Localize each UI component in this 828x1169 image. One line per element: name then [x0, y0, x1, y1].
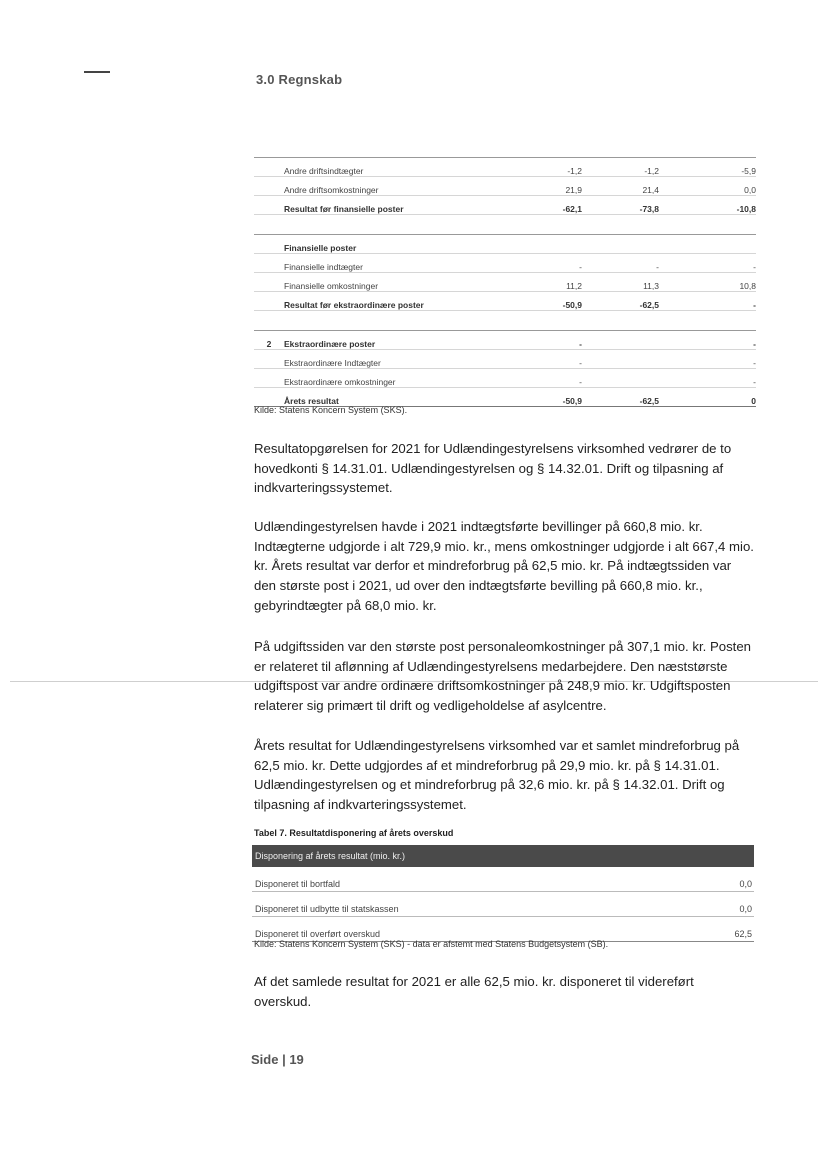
note-cell [254, 292, 284, 311]
header-rule [84, 71, 110, 73]
row-label: Resultat før ekstraordinære poster [284, 292, 489, 311]
paragraph-intro: Resultatopgørelsen for 2021 for Udlændingestyrelsens virksomhed vedrører de to hovedkonti § 14.31.01. Udlændingestyrelsen og § 14.32.01. Drift og tilpasning af indkvarteringssystemet. [254, 441, 732, 496]
disposition-table [252, 845, 754, 942]
table-header-row [252, 845, 754, 867]
row-label: Disponeret til overført overskud [252, 917, 669, 942]
row-label: Ekstraordinære Indtægter [284, 350, 489, 369]
value-cell: - [489, 254, 604, 273]
spacer-row [254, 311, 756, 331]
paragraph-income: Udlændingestyrelsen havde i 2021 indtægtsførte bevillinger på 660,8 mio. kr. Indtægterne udgjorde i alt 729,9 mio. kr., mens omkostninger udgjorde i alt 667,4 mio. kr. Årets resultat var derfor et mindreforbrug på 62,5 mio. kr. På indtægtssiden var den største post i 2021, ud over den indtægtsførte bevilling på 660,8 mio. kr., gebyrindtægter på 68,0 mio. kr. [254, 519, 754, 613]
value-cell: 0 [681, 388, 756, 407]
income-statement-table [254, 157, 756, 407]
paragraph-result: Årets resultat for Udlændingestyrelsens virksomhed var et samlet mindreforbrug på 62,5 mio. kr. Dette udgjordes af et mindreforbrug på 29,9 mio. kr. på § 14.31.01. Udlændingestyrelsen og et mindreforbrug på 32,6 mio. kr. på § 14.32.01. Drift og tilpasning af indkvarteringssystemet. [254, 738, 740, 813]
value-cell: - [489, 369, 604, 388]
value-cell: - [489, 331, 604, 350]
value-cell: 62,5 [669, 917, 754, 942]
row-label: Andre driftsomkostninger [284, 177, 489, 196]
value-cell: 0,0 [669, 892, 754, 917]
spacer-row [254, 215, 756, 235]
note-cell [254, 369, 284, 388]
row-label: Finansielle poster [284, 235, 489, 254]
row-label: Årets resultat [284, 388, 489, 407]
value-cell: -62,5 [604, 292, 681, 311]
note-cell [254, 235, 284, 254]
value-cell: - [681, 350, 756, 369]
note-cell [254, 177, 284, 196]
value-cell [489, 235, 604, 254]
row-label: Finansielle indtægter [284, 254, 489, 273]
value-cell: -5,9 [681, 158, 756, 177]
table-caption: Tabel 7. Resultatdisponering af årets overskud [254, 828, 454, 838]
value-cell: 21,9 [489, 177, 604, 196]
note-cell [254, 196, 284, 215]
note-cell [254, 388, 284, 407]
note-cell [254, 273, 284, 292]
paragraph-conclusion: Af det samlede resultat for 2021 er alle 62,5 mio. kr. disponeret til videreført overskud. [254, 974, 694, 1009]
value-cell: - [681, 331, 756, 350]
value-cell [604, 331, 681, 350]
row-label: Ekstraordinære omkostninger [284, 369, 489, 388]
value-cell: - [681, 254, 756, 273]
table-row [254, 177, 756, 196]
value-cell: -50,9 [489, 292, 604, 311]
note-cell [254, 254, 284, 273]
row-label: Resultat før finansielle poster [284, 196, 489, 215]
table-row [254, 158, 756, 177]
table-source-note: Kilde: Statens Koncern System (SKS). [254, 405, 408, 415]
value-cell: -1,2 [489, 158, 604, 177]
row-label: Disponeret til udbytte til statskassen [252, 892, 669, 917]
value-cell [604, 235, 681, 254]
value-cell: 11,2 [489, 273, 604, 292]
page-number: Side | 19 [251, 1052, 304, 1067]
table-row [252, 917, 754, 942]
row-label: Disponeret til bortfald [252, 867, 669, 892]
value-cell: 21,4 [604, 177, 681, 196]
table-row [254, 331, 756, 350]
value-cell: -62,1 [489, 196, 604, 215]
value-cell: - [489, 350, 604, 369]
value-cell: 0,0 [669, 867, 754, 892]
table-row [254, 350, 756, 369]
value-cell: - [604, 254, 681, 273]
table-row [254, 369, 756, 388]
note-cell: 2 [254, 331, 284, 350]
value-cell: 11,3 [604, 273, 681, 292]
table7-source-note: Kilde: Statens Koncern System (SKS) - data er afstemt med Statens Budgetsystem (SB). [254, 939, 609, 949]
value-cell: 10,8 [681, 273, 756, 292]
value-cell: - [681, 292, 756, 311]
value-cell: -62,5 [604, 388, 681, 407]
paragraph-expenses: På udgiftssiden var den største post personaleomkostninger på 307,1 mio. kr. Posten er relateret til aflønning af Udlændingestyrelsens medarbejdere. Den næststørste udgiftspost var andre ordinære driftsomkostninger på 248,9 mio. kr. Udgiftsposten relaterer sig primært til drift og vedligeholdelse af asylcentre. [254, 639, 752, 714]
table-row [254, 196, 756, 215]
value-cell [681, 235, 756, 254]
table-row [254, 273, 756, 292]
value-cell [604, 369, 681, 388]
value-cell: -50,9 [489, 388, 604, 407]
table-row [254, 235, 756, 254]
table-header: Disponering af årets resultat (mio. kr.) [252, 845, 754, 867]
table-row [252, 892, 754, 917]
value-cell [604, 350, 681, 369]
row-label: Andre driftsindtægter [284, 158, 489, 177]
note-cell [254, 350, 284, 369]
table-row [252, 867, 754, 892]
row-label: Ekstraordinære poster [284, 331, 489, 350]
table-row [254, 292, 756, 311]
note-cell [254, 158, 284, 177]
table-row [254, 254, 756, 273]
value-cell: -10,8 [681, 196, 756, 215]
value-cell: -73,8 [604, 196, 681, 215]
row-label: Finansielle omkostninger [284, 273, 489, 292]
value-cell: -1,2 [604, 158, 681, 177]
value-cell: - [681, 369, 756, 388]
section-title: 3.0 Regnskab [256, 72, 343, 87]
table-row [254, 388, 756, 407]
value-cell: 0,0 [681, 177, 756, 196]
